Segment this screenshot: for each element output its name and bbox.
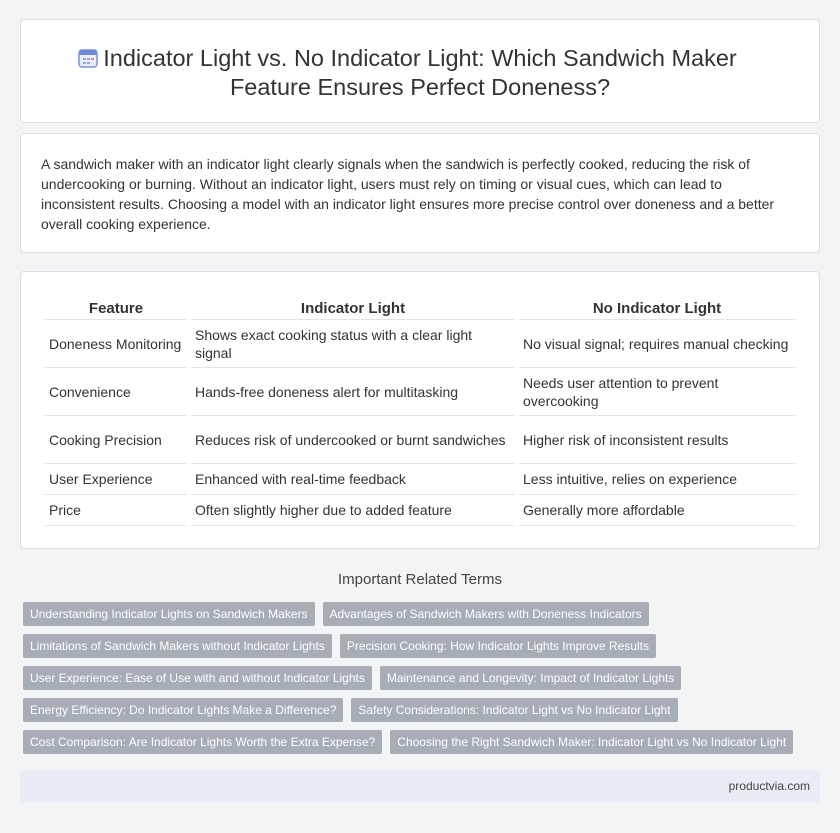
related-terms-heading: Important Related Terms [338,571,502,588]
related-terms-list [23,602,823,762]
table-cell: Reduces risk of undercooked or burnt sandwiches [191,416,515,464]
footer [20,770,820,802]
intro-card [20,133,820,253]
table-header-no-indicator-light: No Indicator Light [519,294,795,320]
related-term-tag[interactable]: Limitations of Sandwich Makers without Indicator Lights [23,634,332,658]
table-cell: Enhanced with real-time feedback [191,464,515,495]
related-term-tag[interactable]: Understanding Indicator Lights on Sandwich Makers [23,602,315,626]
table-cell: Generally more affordable [519,495,795,526]
table-cell: Often slightly higher due to added feature [191,495,515,526]
footer-site-link[interactable]: productvia.com [728,779,810,793]
related-term-tag[interactable]: Choosing the Right Sandwich Maker: Indicator Light vs No Indicator Light [390,730,793,754]
page-title [21,44,819,102]
related-term-tag[interactable]: Advantages of Sandwich Makers with Doneness Indicators [323,602,649,626]
table-cell: Price [45,495,187,526]
related-term-tag[interactable]: Maintenance and Longevity: Impact of Indicator Lights [380,666,682,690]
related-term-tag[interactable]: Precision Cooking: How Indicator Lights Improve Results [340,634,656,658]
table-cell: Convenience [45,368,187,416]
table-row [45,416,795,464]
intro-paragraph: A sandwich maker with an indicator light clearly signals when the sandwich is perfectly cooked, reducing the risk of undercooking or burning. Without an indicator light, users must rely on timing or visual cues, which can lead to inconsistent results. Choosing a model with an indicator light ensures more precise control over doneness and a better overall cooking experience. [41,156,775,232]
table-header-indicator-light: Indicator Light [191,294,515,320]
table-row [45,495,795,526]
table-cell: Hands-free doneness alert for multitasking [191,368,515,416]
table-cell: Shows exact cooking status with a clear light signal [191,320,515,368]
related-term-tag[interactable]: User Experience: Ease of Use with and without Indicator Lights [23,666,372,690]
page-title-line-1: Indicator Light vs. No Indicator Light: Which Sandwich Maker [103,45,737,71]
table-cell: User Experience [45,464,187,495]
title-card [20,19,820,123]
comparison-card [20,271,820,549]
related-term-tag[interactable]: Cost Comparison: Are Indicator Lights Worth the Extra Expense? [23,730,382,754]
table-row [45,464,795,495]
comparison-table [41,294,799,526]
related-term-tag[interactable]: Safety Considerations: Indicator Light vs No Indicator Light [351,698,677,722]
table-cell: Doneness Monitoring [45,320,187,368]
table-cell: Higher risk of inconsistent results [519,416,795,464]
table-header-feature: Feature [45,294,187,320]
table-cell: Needs user attention to prevent overcooking [519,368,795,416]
table-row [45,368,795,416]
table-cell: Cooking Precision [45,416,187,464]
table-cell: No visual signal; requires manual checking [519,320,795,368]
table-cell: Less intuitive, relies on experience [519,464,795,495]
table-row [45,320,795,368]
page-title-line-2: Feature Ensures Perfect Doneness? [229,74,611,100]
related-term-tag[interactable]: Energy Efficiency: Do Indicator Lights Make a Difference? [23,698,343,722]
